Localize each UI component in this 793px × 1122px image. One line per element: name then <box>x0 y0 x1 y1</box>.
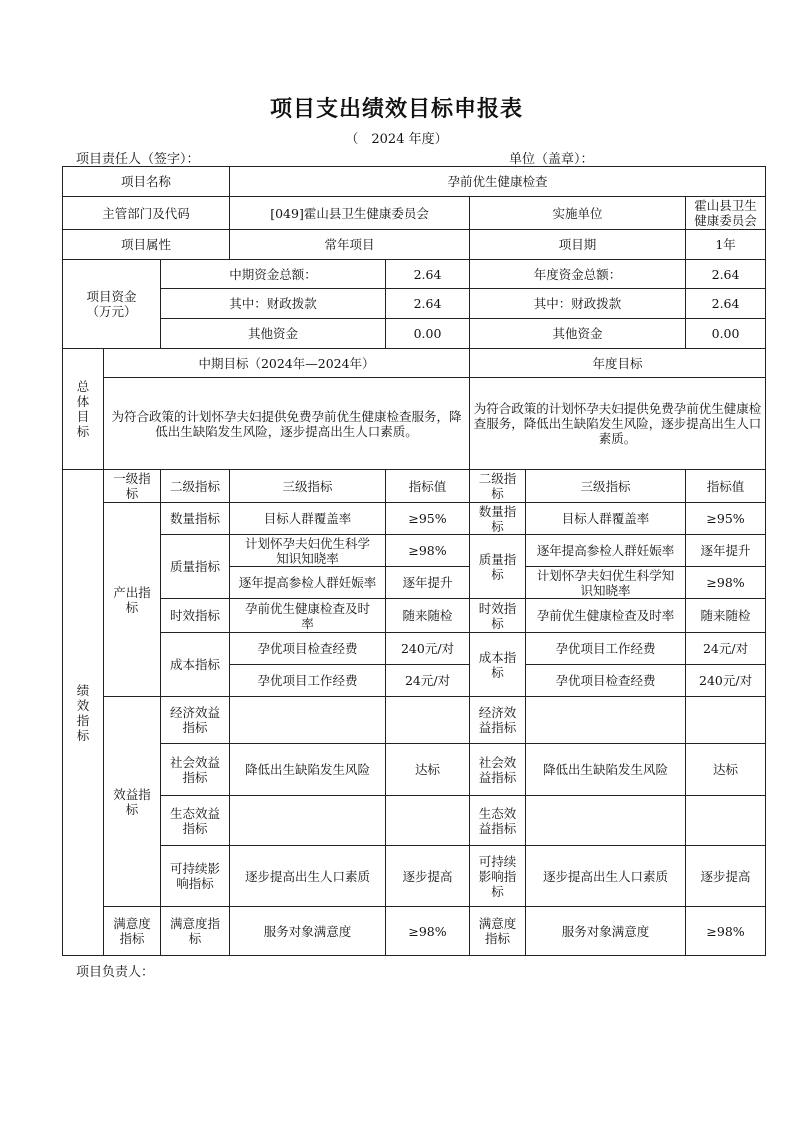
page-title: 项目支出绩效目标申报表 <box>269 97 523 122</box>
social-label: 社会效益 指标 <box>161 744 230 796</box>
cost-label-year: 成本指 标 <box>470 633 526 697</box>
mid-total-label: 中期资金总额： <box>161 260 386 289</box>
satis-value: ≥98% <box>386 907 470 956</box>
eco-value-year <box>686 796 766 846</box>
cost-label: 成本指标 <box>161 633 230 697</box>
level3-header-year: 三级指标 <box>526 470 686 503</box>
econ-label-year: 经济效 益指标 <box>470 697 526 744</box>
mid-total-value: 2.64 <box>386 260 470 289</box>
mid-fin-value: 2.64 <box>386 289 470 319</box>
level2-header-year: 二级指 标 <box>470 470 526 503</box>
attr-value: 常年项目 <box>230 230 470 260</box>
year-other-label: 其他资金 <box>470 319 686 349</box>
econ-l3 <box>230 697 386 744</box>
mid-goal-header: 中期目标（2024年—2024年） <box>104 349 470 378</box>
mid-goal-text: 为符合政策的计划怀孕夫妇提供免费孕前优生健康检查服务，降低出生缺陷发生风险，逐步提高出生人口素质。 <box>104 378 470 470</box>
quality2-value: 逐年提升 <box>386 567 470 599</box>
sust-value: 逐步提高 <box>386 846 470 907</box>
econ-value-year <box>686 697 766 744</box>
cost2-value-year: 240元/对 <box>686 665 766 697</box>
year-fin-label: 其中：财政拨款 <box>470 289 686 319</box>
attr-label: 项目属性 <box>63 230 230 260</box>
dept-value: [049]霍山县卫生健康委员会 <box>230 197 470 230</box>
cost2-l3-year: 孕优项目检查经费 <box>526 665 686 697</box>
year-fin-value: 2.64 <box>686 289 766 319</box>
project-name-label: 项目名称 <box>63 167 230 197</box>
quantity-value: ≥95% <box>386 503 470 535</box>
eco-l3-year <box>526 796 686 846</box>
level1-header: 一级指 标 <box>104 470 161 503</box>
sust-value-year: 逐步提高 <box>686 846 766 907</box>
year-line: （ 2024 年度） <box>345 132 448 147</box>
value-header-year: 指标值 <box>686 470 766 503</box>
satis-l2: 满意度指 标 <box>161 907 230 956</box>
eco-value <box>386 796 470 846</box>
level2-header: 二级指标 <box>161 470 230 503</box>
time-value-year: 随来随检 <box>686 599 766 633</box>
overall-goal-label: 总 体 目 标 <box>63 349 104 470</box>
time-label-year: 时效指 标 <box>470 599 526 633</box>
satisfaction-indicator-label: 满意度 指标 <box>104 907 161 956</box>
project-lead-label: 项目负责人： <box>76 965 155 980</box>
cost2-value: 24元/对 <box>386 665 470 697</box>
cost1-l3-year: 孕优项目工作经费 <box>526 633 686 665</box>
benefit-indicator-label: 效益指 标 <box>104 697 161 907</box>
output-indicator-label: 产出指 标 <box>104 503 161 697</box>
social-value-year: 达标 <box>686 744 766 796</box>
dept-label: 主管部门及代码 <box>63 197 230 230</box>
time-label: 时效指标 <box>161 599 230 633</box>
year-total-label: 年度资金总额： <box>470 260 686 289</box>
project-name-value: 孕前优生健康检查 <box>230 167 766 197</box>
quantity-label: 数量指标 <box>161 503 230 535</box>
quantity-l3: 目标人群覆盖率 <box>230 503 386 535</box>
cost1-value: 240元/对 <box>386 633 470 665</box>
social-l3: 降低出生缺陷发生风险 <box>230 744 386 796</box>
quality2-value-year: ≥98% <box>686 567 766 599</box>
quality-label: 质量指标 <box>161 535 230 599</box>
quantity-value-year: ≥95% <box>686 503 766 535</box>
quantity-label-year: 数量指 标 <box>470 503 526 535</box>
period-value: 1年 <box>686 230 766 260</box>
satis-l2-year: 满意度 指标 <box>470 907 526 956</box>
quality2-l3-year: 计划怀孕夫妇优生科学知 识知晓率 <box>526 567 686 599</box>
level3-header: 三级指标 <box>230 470 386 503</box>
year-goal-text: 为符合政策的计划怀孕夫妇提供免费孕前优生健康检查服务，降低出生缺陷发生风险，逐步提高出生人口素质。 <box>470 378 766 470</box>
time-l3-year: 孕前优生健康检查及时率 <box>526 599 686 633</box>
satis-value-year: ≥98% <box>686 907 766 956</box>
eco-label: 生态效益 指标 <box>161 796 230 846</box>
cost1-l3: 孕优项目检查经费 <box>230 633 386 665</box>
quality1-value-year: 逐年提升 <box>686 535 766 567</box>
eco-label-year: 生态效 益指标 <box>470 796 526 846</box>
unit-seal-label: 单位（盖章）： <box>509 152 594 167</box>
year-total-value: 2.64 <box>686 260 766 289</box>
responsible-signature-label: 项目责任人（签字）： <box>76 152 200 167</box>
sust-label-year: 可持续 影响指 标 <box>470 846 526 907</box>
satis-l3: 服务对象满意度 <box>230 907 386 956</box>
cost1-value-year: 24元/对 <box>686 633 766 665</box>
performance-label: 绩 效 指 标 <box>63 470 104 956</box>
social-l3-year: 降低出生缺陷发生风险 <box>526 744 686 796</box>
eco-l3 <box>230 796 386 846</box>
time-value: 随来随检 <box>386 599 470 633</box>
quality1-value: ≥98% <box>386 535 470 567</box>
sust-l3-year: 逐步提高出生人口素质 <box>526 846 686 907</box>
quality1-l3-year: 逐年提高参检人群妊娠率 <box>526 535 686 567</box>
quality-label-year: 质量指 标 <box>470 535 526 599</box>
quality2-l3: 逐年提高参检人群妊娠率 <box>230 567 386 599</box>
econ-label: 经济效益 指标 <box>161 697 230 744</box>
value-header: 指标值 <box>386 470 470 503</box>
quantity-l3-year: 目标人群覆盖率 <box>526 503 686 535</box>
year-other-value: 0.00 <box>686 319 766 349</box>
sust-l3: 逐步提高出生人口素质 <box>230 846 386 907</box>
mid-fin-label: 其中：财政拨款 <box>161 289 386 319</box>
econ-value <box>386 697 470 744</box>
mid-other-label: 其他资金 <box>161 319 386 349</box>
period-label: 项目期 <box>470 230 686 260</box>
mid-other-value: 0.00 <box>386 319 470 349</box>
performance-target-table <box>62 166 766 956</box>
time-l3: 孕前优生健康检查及时 率 <box>230 599 386 633</box>
econ-l3-year <box>526 697 686 744</box>
impl-unit-label: 实施单位 <box>470 197 686 230</box>
social-label-year: 社会效 益指标 <box>470 744 526 796</box>
year-goal-header: 年度目标 <box>470 349 766 378</box>
funds-label: 项目资金 （万元） <box>63 260 161 349</box>
satis-l3-year: 服务对象满意度 <box>526 907 686 956</box>
sust-label: 可持续影 响指标 <box>161 846 230 907</box>
social-value: 达标 <box>386 744 470 796</box>
cost2-l3: 孕优项目工作经费 <box>230 665 386 697</box>
impl-unit-value: 霍山县卫生健康委员会 <box>686 197 766 230</box>
quality1-l3: 计划怀孕夫妇优生科学 知识知晓率 <box>230 535 386 567</box>
